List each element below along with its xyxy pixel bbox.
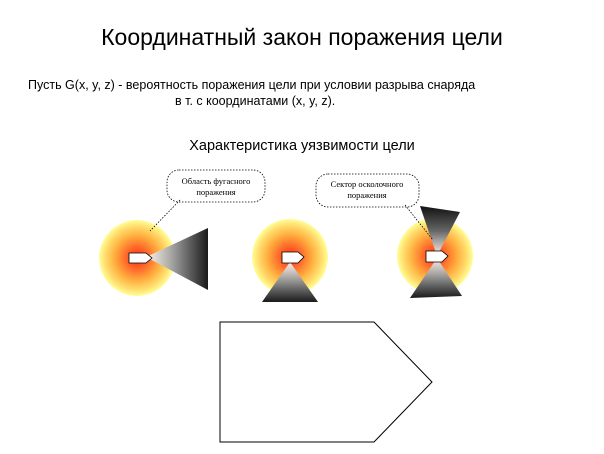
target-1-group: [99, 220, 208, 296]
callout-blast-pointer: [150, 200, 180, 231]
intro-line-1: Пусть G(x, y, z) - вероятность поражения цели при условии разрыва снаряда: [28, 78, 476, 92]
callout-fragment-line-2: поражения: [347, 190, 387, 200]
intro-line-2: в т. с координатами (x, y, z).: [175, 94, 336, 108]
callout-blast: [150, 170, 265, 231]
callout-blast-line-1: Область фугасного: [181, 176, 251, 186]
diagram-subtitle: Характеристика уязвимости цели: [189, 138, 415, 154]
target-shape-pentagon: [220, 322, 432, 442]
target-2-group: [252, 219, 328, 302]
callout-fragment-line-1: Сектор осколочного: [330, 179, 404, 189]
callout-blast-line-2: поражения: [196, 187, 236, 197]
page-title: Координатный закон поражения цели: [101, 24, 503, 50]
target-3-group: [397, 206, 473, 298]
callout-blast-bubble: [167, 170, 265, 202]
